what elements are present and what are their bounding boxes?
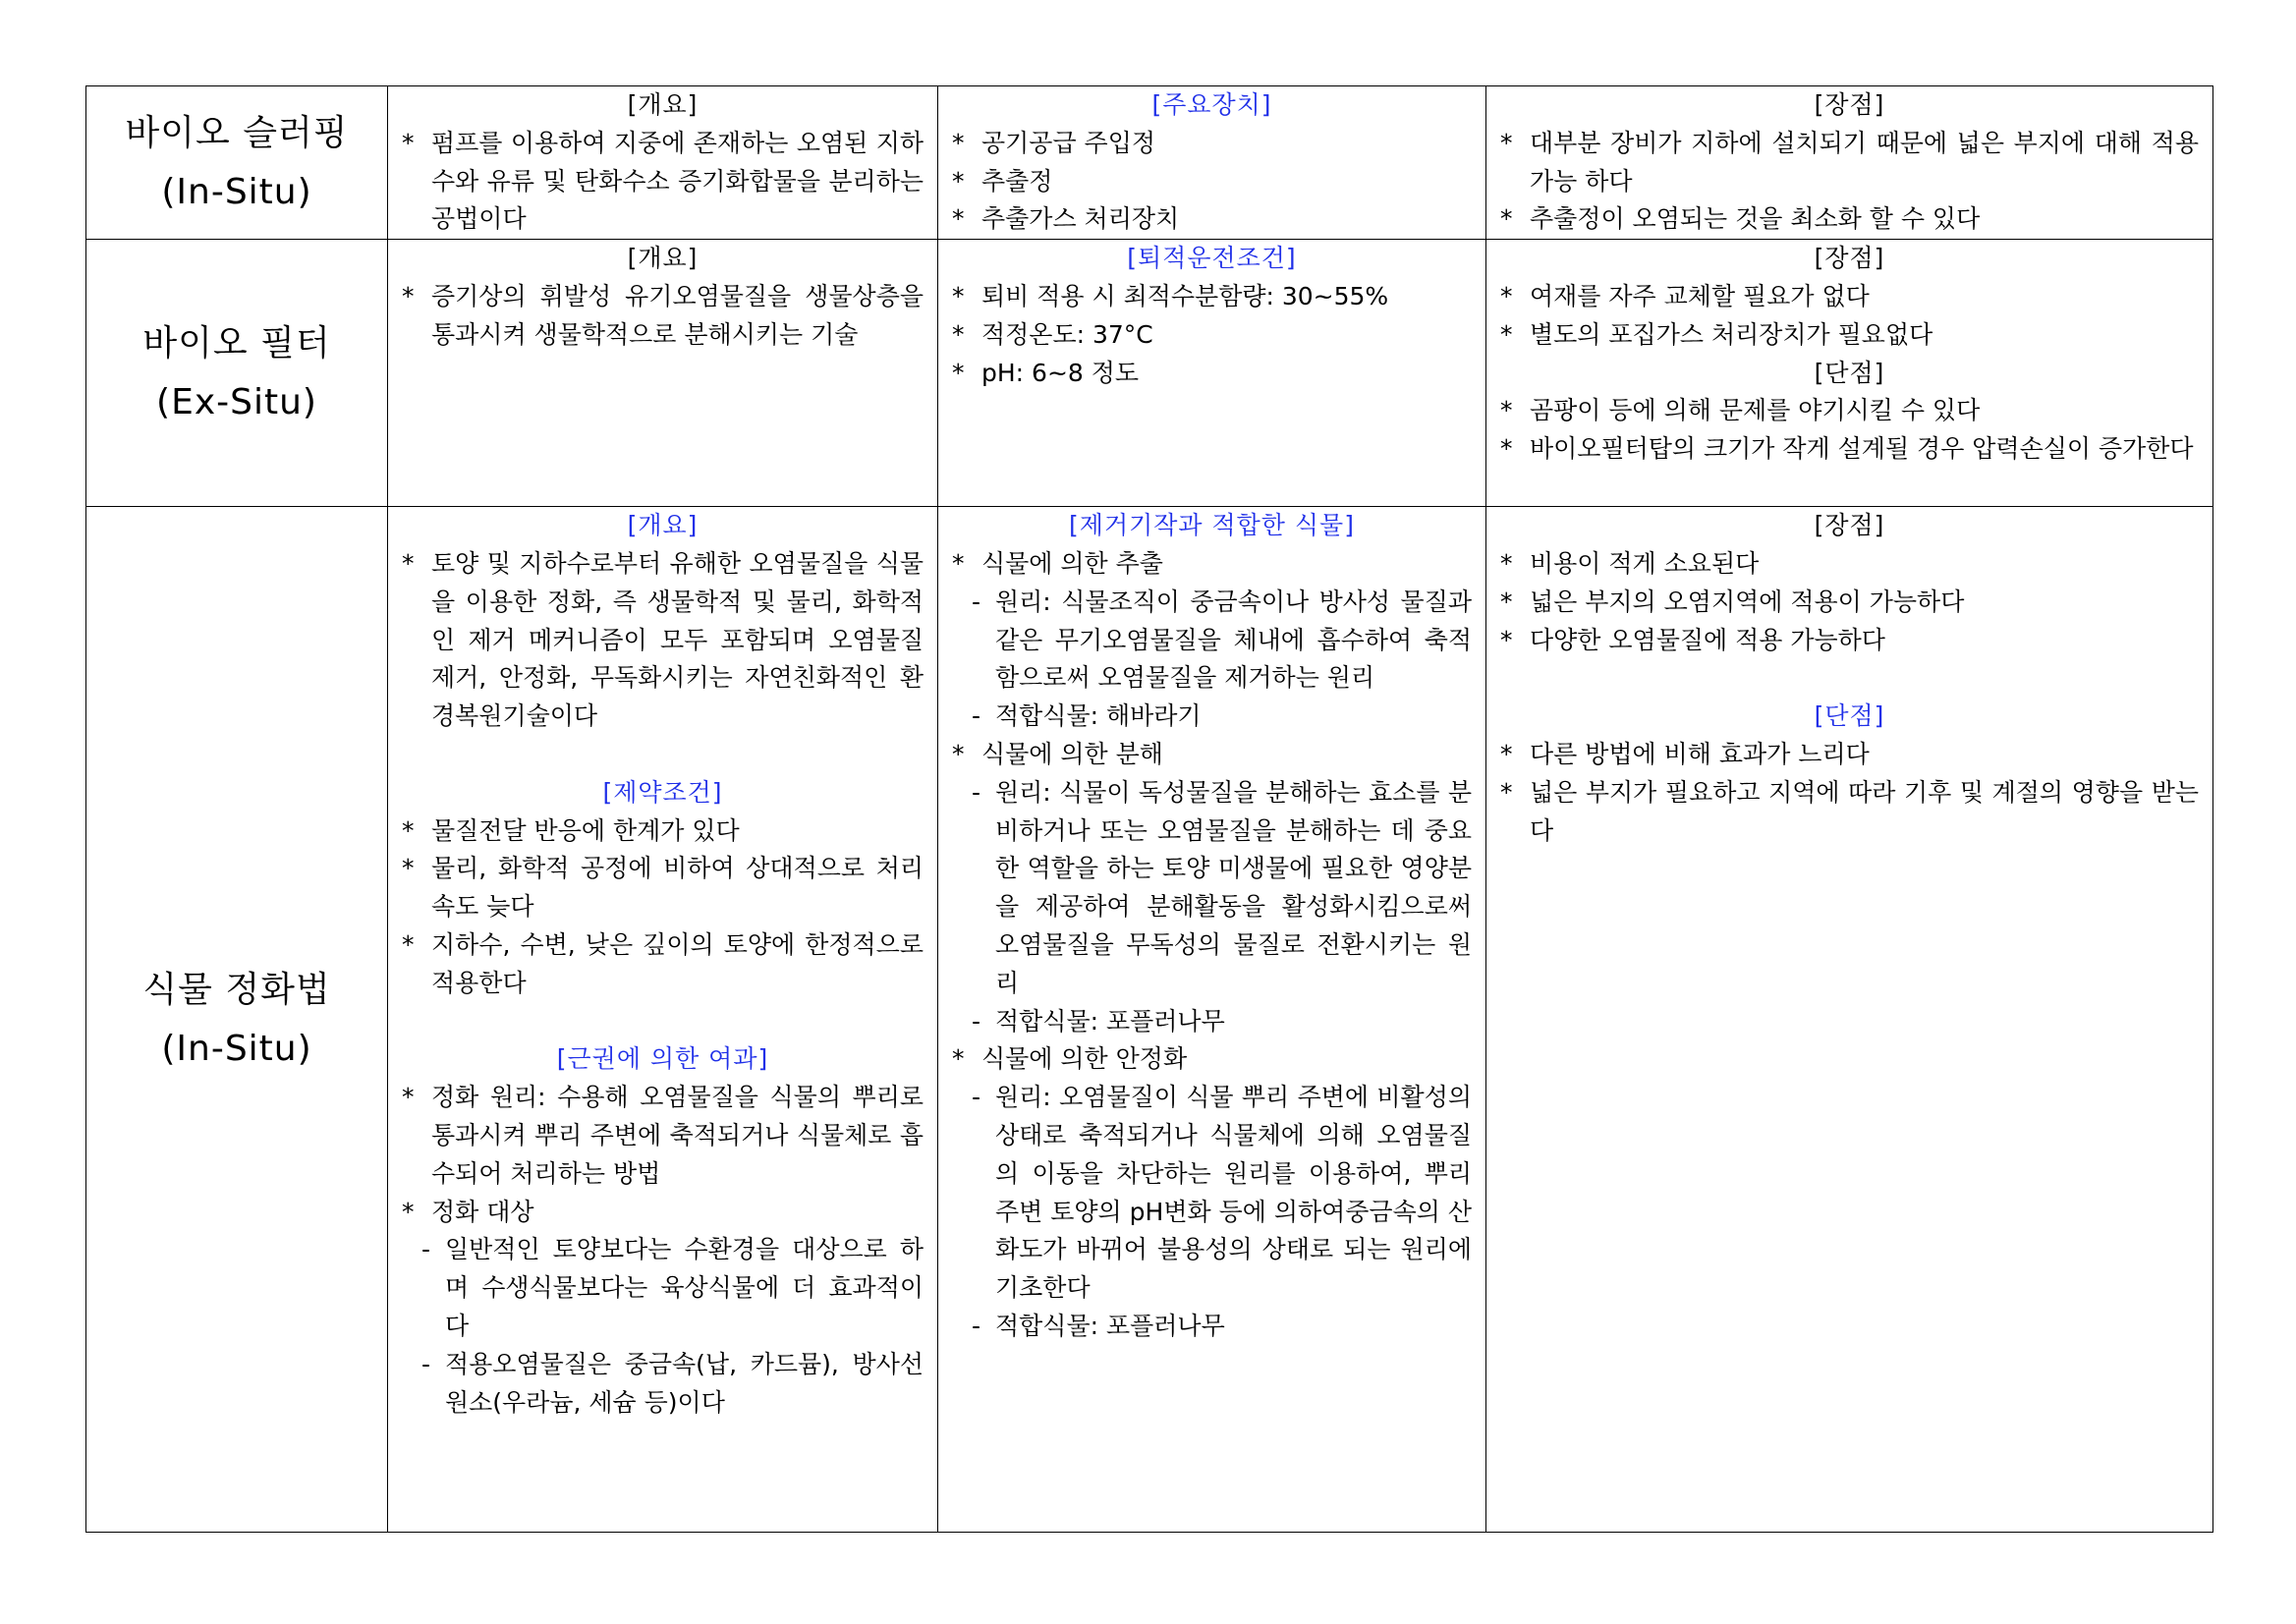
item-text: 곰팡이 등에 의해 문제를 야기시킬 수 있다	[1530, 396, 1981, 425]
item-text: 적합식물: 포플러나무	[995, 1311, 1225, 1340]
sub-item	[952, 1003, 1472, 1041]
table-row	[86, 240, 2213, 507]
detail-cell	[938, 86, 1486, 240]
section-heading: [근권에 의한 여과]	[556, 1044, 769, 1074]
section-heading: [개요]	[627, 244, 699, 273]
overview-cell	[388, 507, 938, 1533]
item-text: 추출정	[981, 166, 1053, 196]
asterisk-bullet-icon: *	[952, 166, 965, 196]
method-name: 바이오 필터	[142, 322, 331, 364]
section-heading: [개요]	[627, 511, 699, 540]
bullet-item	[402, 545, 924, 736]
bullet-item	[1500, 736, 2199, 774]
asterisk-bullet-icon: *	[402, 548, 415, 578]
asterisk-bullet-icon: *	[1500, 548, 1513, 578]
item-text: 원리: 식물조직이 중금속이나 방사성 물질과 같은 무기오염물질을 체내에 흡수하여 축적 함으로써 오염물질을 제거하는 원리	[995, 587, 1472, 693]
item-text: 비용이 적게 소요된다	[1530, 548, 1760, 578]
section-heading: [장점]	[1814, 511, 1885, 540]
item-text: 정화 원리: 수용해 오염물질을 식물의 뿌리로 통과시켜 뿌리 주변에 축적되거나 식물체로 흡수되어 처리하는 방법	[431, 1083, 924, 1188]
asterisk-bullet-icon: *	[1500, 319, 1513, 349]
item-text: 바이오필터탑의 크기가 작게 설계될 경우 압력손실이 증가한다	[1530, 434, 2194, 464]
section-heading: [단점]	[1814, 701, 1885, 731]
item-text: 적정온도: 37°C	[981, 319, 1153, 349]
asterisk-bullet-icon: *	[952, 128, 965, 157]
bullet-item	[1500, 200, 2199, 239]
pros-cons-cell	[1486, 86, 2213, 240]
method-name-cell	[86, 240, 388, 507]
asterisk-bullet-icon: *	[1500, 128, 1513, 157]
bullet-item	[952, 163, 1472, 201]
item-text: 일반적인 토양보다는 수환경을 대상으로 하며 수생식물보다는 육상식물에 더 효과적이다	[445, 1235, 924, 1340]
blank-line	[402, 1003, 924, 1041]
item-text: 별도의 포집가스 처리장치가 필요없다	[1530, 319, 1933, 349]
asterisk-bullet-icon: *	[1500, 739, 1513, 768]
table-body	[86, 86, 2213, 1533]
blank-line	[1500, 659, 2199, 698]
item-text: 여재를 자주 교체할 필요가 없다	[1530, 281, 1870, 310]
bullet-item	[952, 278, 1472, 316]
pros-cons-cell	[1486, 507, 2213, 1533]
bullet-item	[1500, 125, 2199, 201]
bullet-item	[1500, 774, 2199, 851]
bullet-item	[402, 1079, 924, 1193]
item-text: 물질전달 반응에 한계가 있다	[431, 815, 740, 845]
asterisk-bullet-icon: *	[1500, 204, 1513, 234]
item-text: 식물에 의한 분해	[981, 739, 1163, 768]
bullet-item	[402, 926, 924, 1003]
bullet-item	[1500, 430, 2199, 469]
item-text: 물리, 화학적 공정에 비하여 상대적으로 처리속도 늦다	[431, 854, 924, 922]
sub-item	[402, 1231, 924, 1345]
section-heading: [개요]	[627, 90, 699, 119]
item-text: 적합식물: 포플러나무	[995, 1006, 1225, 1036]
item-text: 적합식물: 해바라기	[995, 701, 1202, 731]
method-name: 바이오 슬러핑	[125, 112, 349, 153]
asterisk-bullet-icon: *	[402, 128, 415, 157]
section-heading: [퇴적운전조건]	[1127, 244, 1297, 273]
item-text: 공기공급 주입정	[981, 128, 1155, 157]
dash-marker: -	[972, 1311, 981, 1340]
table-row	[86, 86, 2213, 240]
asterisk-bullet-icon: *	[952, 319, 965, 349]
blank-line	[402, 736, 924, 774]
item-text: 펌프를 이용하여 지중에 존재하는 오염된 지하수와 유류 및 탄화수소 증기화합물을 분리하는 공법이다	[431, 128, 924, 234]
method-type: (Ex-Situ)	[156, 381, 317, 422]
asterisk-bullet-icon: *	[1500, 396, 1513, 425]
item-text: 대부분 장비가 지하에 설치되기 때문에 넓은 부지에 대해 적용 가능 하다	[1530, 128, 2199, 196]
asterisk-bullet-icon: *	[402, 929, 415, 959]
asterisk-bullet-icon: *	[952, 548, 965, 578]
dash-marker: -	[421, 1235, 431, 1264]
asterisk-bullet-icon: *	[402, 1083, 415, 1112]
bullet-item	[1500, 278, 2199, 316]
item-text: 추출가스 처리장치	[981, 204, 1180, 234]
dash-marker: -	[972, 701, 981, 731]
asterisk-bullet-icon: *	[402, 815, 415, 845]
asterisk-bullet-icon: *	[402, 1197, 415, 1226]
method-type: (In-Situ)	[161, 171, 312, 212]
bullet-item	[952, 545, 1472, 584]
item-text: 원리: 식물이 독성물질을 분해하는 효소를 분비하거나 또는 오염물질을 분해하는 데 중요한 역할을 하는 토양 미생물에 필요한 영양분을 제공하여 분해활동을 활성화시킴으로써 오염물질을 무독성의 물질로 전환시키는 원리	[995, 777, 1472, 997]
asterisk-bullet-icon: *	[952, 281, 965, 310]
sub-item	[952, 584, 1472, 698]
bullet-item	[952, 125, 1472, 163]
bullet-item	[402, 812, 924, 851]
item-text: 추출정이 오염되는 것을 최소화 할 수 있다	[1530, 204, 1981, 234]
method-name-cell	[86, 507, 388, 1533]
item-text: 다른 방법에 비해 효과가 느리다	[1530, 739, 1870, 768]
section-heading: [단점]	[1814, 358, 1885, 387]
bullet-item	[952, 316, 1472, 355]
bullet-item	[952, 1040, 1472, 1079]
section-heading: [장점]	[1814, 244, 1885, 273]
method-name-cell	[86, 86, 388, 240]
bullet-item	[402, 278, 924, 355]
item-text: 퇴비 적용 시 최적수분함량: 30~55%	[981, 281, 1389, 310]
bullet-item	[402, 850, 924, 926]
dash-marker: -	[972, 1083, 981, 1112]
bullet-item	[952, 736, 1472, 774]
item-text: 원리: 오염물질이 식물 뿌리 주변에 비활성의 상태로 축적되거나 식물체에 의해 오염물질의 이동을 차단하는 원리를 이용하여, 뿌리 주변 토양의 pH변화 등에 의하여중금속의 산화도가 바뀌어 불용성의 상태로 되는 원리에 기초한다	[995, 1083, 1472, 1303]
bullet-item	[1500, 545, 2199, 584]
item-text: 다양한 오염물질에 적용 가능하다	[1530, 625, 1885, 654]
sub-item	[952, 1079, 1472, 1308]
overview-cell	[388, 240, 938, 507]
item-text: 넓은 부지의 오염지역에 적용이 가능하다	[1530, 587, 1965, 616]
asterisk-bullet-icon: *	[952, 1044, 965, 1074]
pros-cons-cell	[1486, 240, 2213, 507]
bullet-item	[1500, 392, 2199, 430]
sub-item	[952, 1308, 1472, 1346]
dash-marker: -	[421, 1349, 431, 1378]
section-heading: [장점]	[1814, 90, 1885, 119]
asterisk-bullet-icon: *	[1500, 625, 1513, 654]
detail-cell	[938, 240, 1486, 507]
item-text: 넓은 부지가 필요하고 지역에 따라 기후 및 계절의 영향을 받는다	[1530, 777, 2199, 845]
bullet-item	[402, 1194, 924, 1232]
asterisk-bullet-icon: *	[402, 281, 415, 310]
detail-cell	[938, 507, 1486, 1533]
item-text: 토양 및 지하수로부터 유해한 오염물질을 식물을 이용한 정화, 즉 생물학적 및 물리, 화학적인 제거 메커니즘이 모두 포함되며 오염물질 제거, 안정화, 무독화시키는 자연친화적인 환경복원기술이다	[431, 548, 924, 731]
sub-item	[952, 698, 1472, 736]
item-text: 증기상의 휘발성 유기오염물질을 생물상층을 통과시켜 생물학적으로 분해시키는 기술	[431, 281, 924, 349]
section-heading: [주요장치]	[1151, 90, 1272, 119]
bullet-item	[952, 200, 1472, 239]
section-heading: [제거기작과 적합한 식물]	[1069, 511, 1355, 540]
method-name: 식물 정화법	[142, 969, 331, 1010]
asterisk-bullet-icon: *	[1500, 281, 1513, 310]
dash-marker: -	[972, 777, 981, 807]
remediation-table	[85, 85, 2213, 1533]
dash-marker: -	[972, 587, 981, 616]
asterisk-bullet-icon: *	[1500, 777, 1513, 807]
bullet-item	[1500, 316, 2199, 355]
method-type: (In-Situ)	[161, 1028, 312, 1069]
asterisk-bullet-icon: *	[952, 204, 965, 234]
asterisk-bullet-icon: *	[952, 739, 965, 768]
item-text: 적용오염물질은 중금속(납, 카드뮴), 방사선 원소(우라늄, 세슘 등)이다	[445, 1349, 924, 1417]
bullet-item	[1500, 584, 2199, 622]
asterisk-bullet-icon: *	[952, 358, 965, 387]
item-text: 식물에 의한 안정화	[981, 1044, 1188, 1074]
item-text: 식물에 의한 추출	[981, 548, 1163, 578]
bullet-item	[952, 355, 1472, 393]
item-text: pH: 6~8 정도	[981, 358, 1140, 387]
sub-item	[952, 774, 1472, 1003]
asterisk-bullet-icon: *	[1500, 434, 1513, 464]
dash-marker: -	[972, 1006, 988, 1036]
bullet-item	[1500, 622, 2199, 660]
table-row	[86, 507, 2213, 1533]
section-heading: [제약조건]	[602, 777, 723, 807]
sub-item	[402, 1346, 924, 1423]
bullet-item	[402, 125, 924, 239]
asterisk-bullet-icon: *	[402, 854, 415, 883]
asterisk-bullet-icon: *	[1500, 587, 1513, 616]
overview-cell	[388, 86, 938, 240]
item-text: 지하수, 수변, 낮은 깊이의 토양에 한정적으로 적용한다	[431, 929, 924, 997]
item-text: 정화 대상	[431, 1197, 534, 1226]
